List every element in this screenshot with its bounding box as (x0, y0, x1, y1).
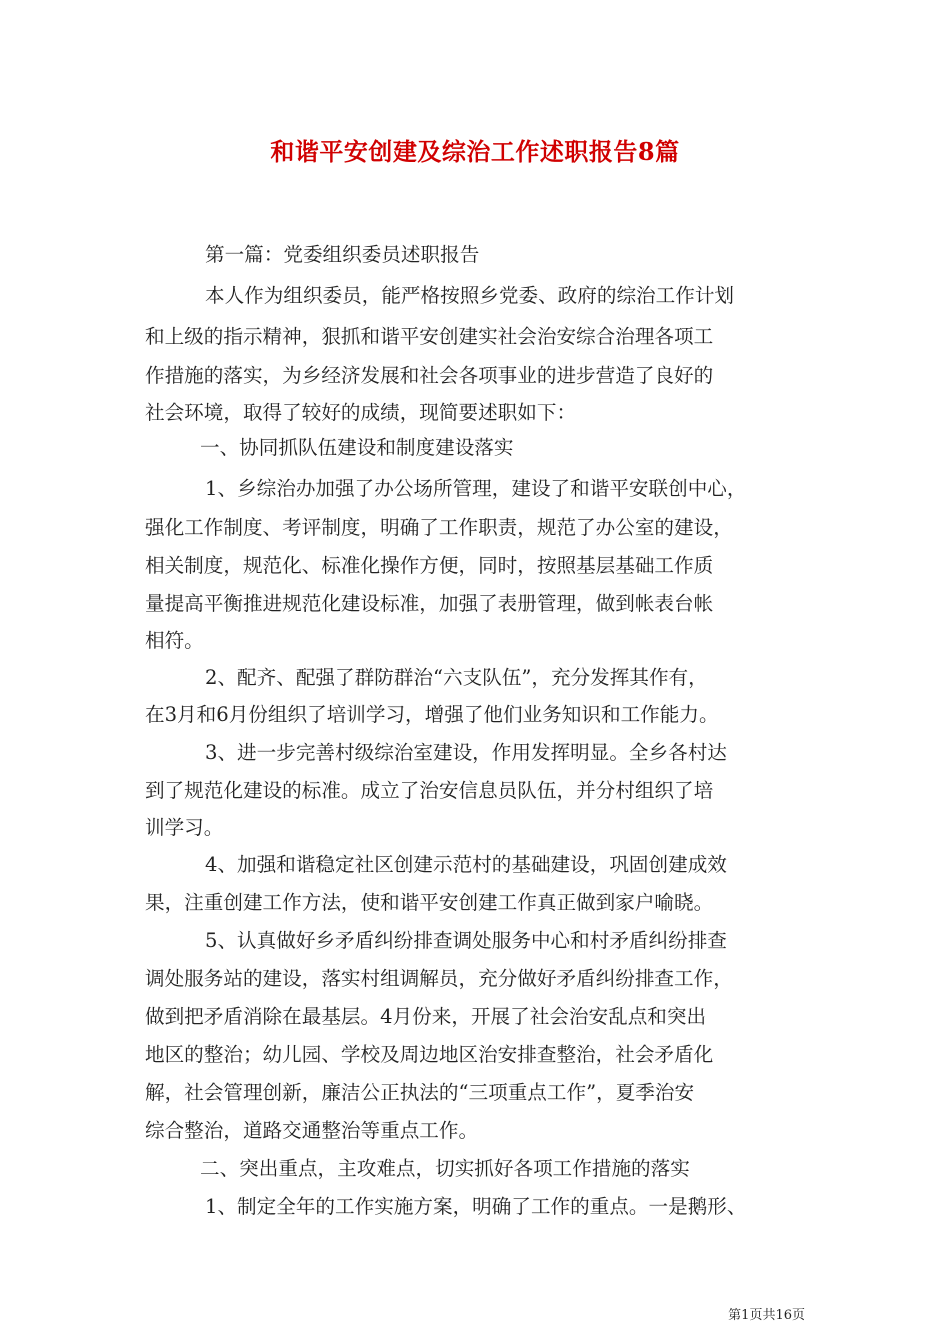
document-title: 和谐平安创建及综治工作述职报告8篇 (270, 137, 680, 166)
body-line: 地区的整治；幼儿园、学校及周边地区治安排查整治，社会矛盾化 (145, 1043, 714, 1066)
body-line: 调处服务站的建设，落实村组调解员，充分做好矛盾纠纷排查工作， (145, 967, 733, 990)
body-line: 综合整治，道路交通整治等重点工作。 (145, 1119, 479, 1142)
body-line: 在3月和6月份组织了培训学习，增强了他们业务知识和工作能力。 (145, 703, 719, 726)
body-line: 和上级的指示精神，狠抓和谐平安创建实社会治安综合治理各项工 (145, 325, 714, 348)
body-line: 相符。 (145, 629, 204, 652)
section-heading: 第一篇：党委组织委员述职报告 (205, 243, 480, 266)
body-line: 果，注重创建工作方法，使和谐平安创建工作真正做到家户喻晓。 (145, 891, 714, 914)
body-line: 训学习。 (145, 816, 224, 839)
body-line: 做到把矛盾消除在最基层。4月份来，开展了社会治安乱点和突出 (145, 1005, 707, 1028)
body-line: 强化工作制度、考评制度，明确了工作职责，规范了办公室的建设， (145, 516, 733, 539)
body-line: 一、协同抓队伍建设和制度建设落实 (200, 436, 514, 459)
body-line: 本人作为组织委员，能严格按照乡党委、政府的综治工作计划 (205, 284, 735, 307)
body-line: 二、突出重点，主攻难点，切实抓好各项工作措施的落实 (200, 1157, 690, 1180)
body-line: 5、认真做好乡矛盾纠纷排查调处服务中心和村矛盾纠纷排查 (205, 929, 727, 952)
body-line: 作措施的落实，为乡经济发展和社会各项事业的进步营造了良好的 (145, 364, 714, 387)
body-line: 相关制度，规范化、标准化操作方便，同时，按照基层基础工作质 (145, 554, 714, 577)
body-line: 到了规范化建设的标准。成立了治安信息员队伍，并分村组织了培 (145, 779, 714, 802)
page-number: 第1页共16页 (728, 1308, 805, 1323)
body-line: 3、进一步完善村级综治室建设，作用发挥明显。全乡各村达 (205, 741, 727, 764)
body-line: 1、制定全年的工作实施方案，明确了工作的重点。一是鹅形、 (205, 1195, 747, 1218)
body-line: 社会环境，取得了较好的成绩，现简要述职如下： (145, 401, 577, 424)
body-line: 4、加强和谐稳定社区创建示范村的基础建设，巩固创建成效 (205, 853, 727, 876)
body-line: 量提高平衡推进规范化建设标准，加强了表册管理，做到帐表台帐 (145, 592, 714, 615)
body-line: 1、乡综治办加强了办公场所管理，建设了和谐平安联创中心， (205, 477, 747, 500)
body-line: 解，社会管理创新，廉洁公正执法的“三项重点工作”，夏季治安 (145, 1081, 695, 1104)
body-line: 2、配齐、配强了群防群治“六支队伍”，充分发挥其作有， (205, 666, 708, 689)
